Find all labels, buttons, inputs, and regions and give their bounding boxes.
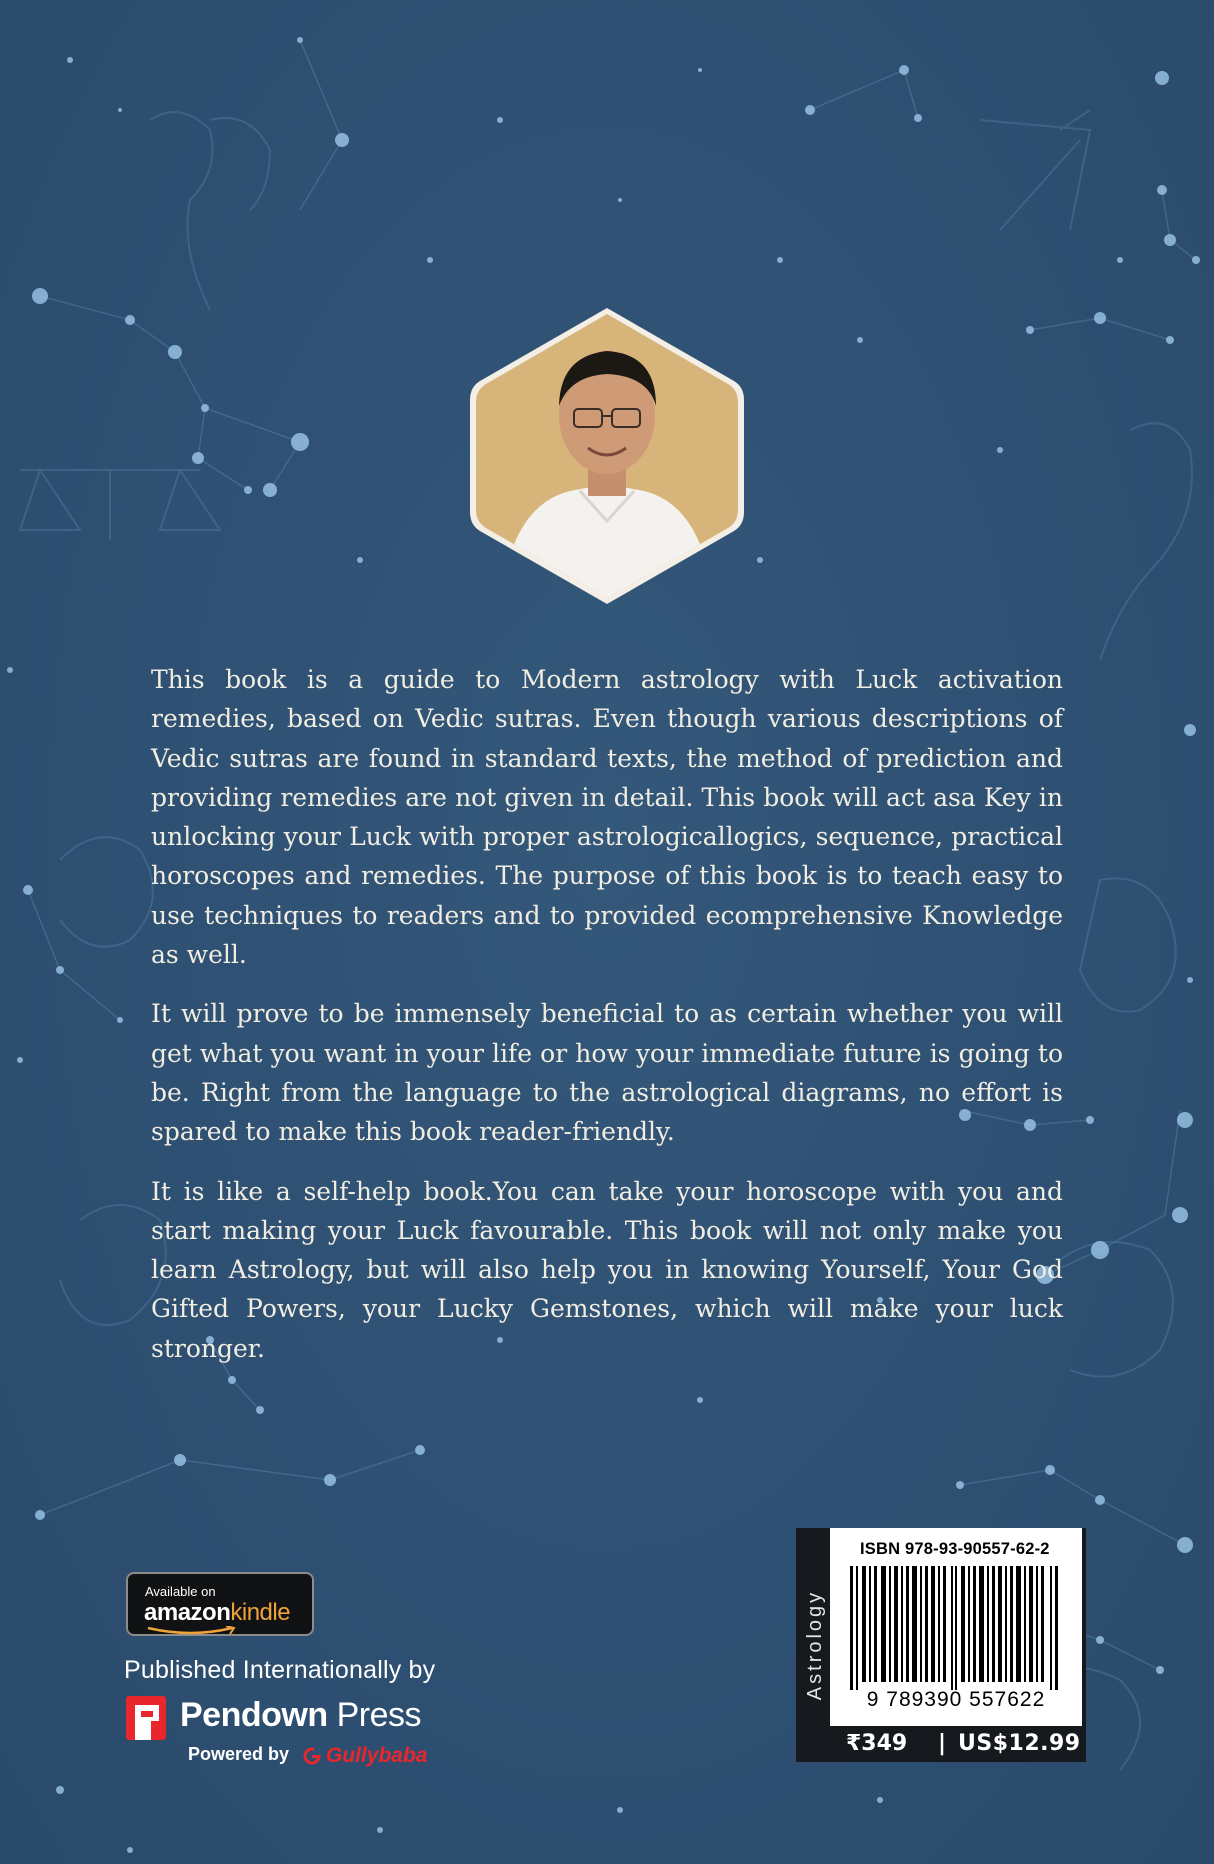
press-name	[180, 1696, 421, 1735]
powered-by-label: Powered by	[188, 1744, 290, 1765]
barcode-area	[830, 1528, 1082, 1726]
genre-label: Astrology	[804, 1589, 826, 1701]
pendown-press-logo	[124, 1694, 484, 1740]
amazon-kindle-badge	[126, 1572, 314, 1636]
barcode-digits: 9 789390 557622	[866, 1688, 1046, 1711]
amazon-smile-icon	[146, 1626, 236, 1636]
kindle-available-label: Available on	[145, 1584, 216, 1599]
price-row	[830, 1728, 1082, 1760]
kindle-brand	[144, 1599, 290, 1627]
isbn-number: ISBN 978-93-90557-62-2	[860, 1540, 1050, 1558]
gullybaba-brand: Gullybaba	[325, 1744, 428, 1767]
amazon-wordmark: amazon	[144, 1599, 231, 1626]
pendown-p-icon	[126, 1696, 170, 1740]
price-separator: |	[938, 1731, 947, 1756]
powered-by-row	[188, 1744, 488, 1768]
kindle-wordmark: kindle	[230, 1599, 291, 1626]
press-name-light: Press	[336, 1696, 421, 1734]
published-by-label: Published Internationally by	[124, 1656, 436, 1684]
gullybaba-g-icon	[303, 1747, 321, 1765]
description-paragraph: This book is a guide to Modern astrology with Luck activation remedies, based on Vedic sutras. Even though various descriptions of Vedic sutras are found in standard texts, the method of prediction and providing remedies are not given in detail. This book will act asa Key in unlocking your Luck with proper astrologicallogics, sequence, practical horoscopes and remedies. The purpose of this book is to teach easy to use techniques to readers and to provided ecomprehensive Knowledge as well.	[151, 665, 1063, 970]
isbn-barcode-block	[796, 1528, 1086, 1762]
price-usd: US$12.99	[958, 1731, 1081, 1756]
barcode-bars	[850, 1566, 1062, 1690]
author-portrait	[470, 306, 744, 606]
press-name-bold: Pendown	[180, 1696, 328, 1734]
description-paragraph: It is like a self-help book.You can take your horoscope with you and start making your Luck favourable. This book will not only make you learn Astrology, but will also help you in knowing Yourself, Your God Gifted Powers, your Lucky Gemstones, which will make your luck stronger.	[151, 1176, 1063, 1363]
book-description	[151, 660, 1063, 1388]
publisher-block	[124, 1656, 484, 1767]
price-inr: ₹349	[846, 1731, 908, 1756]
description-paragraph: It will prove to be immensely beneficial to as certain whether you will get what you want in your life or how your immediate future is going to be. Right from the language to the astrological diagrams, no effort is spared to make this book reader-friendly.	[151, 999, 1063, 1147]
